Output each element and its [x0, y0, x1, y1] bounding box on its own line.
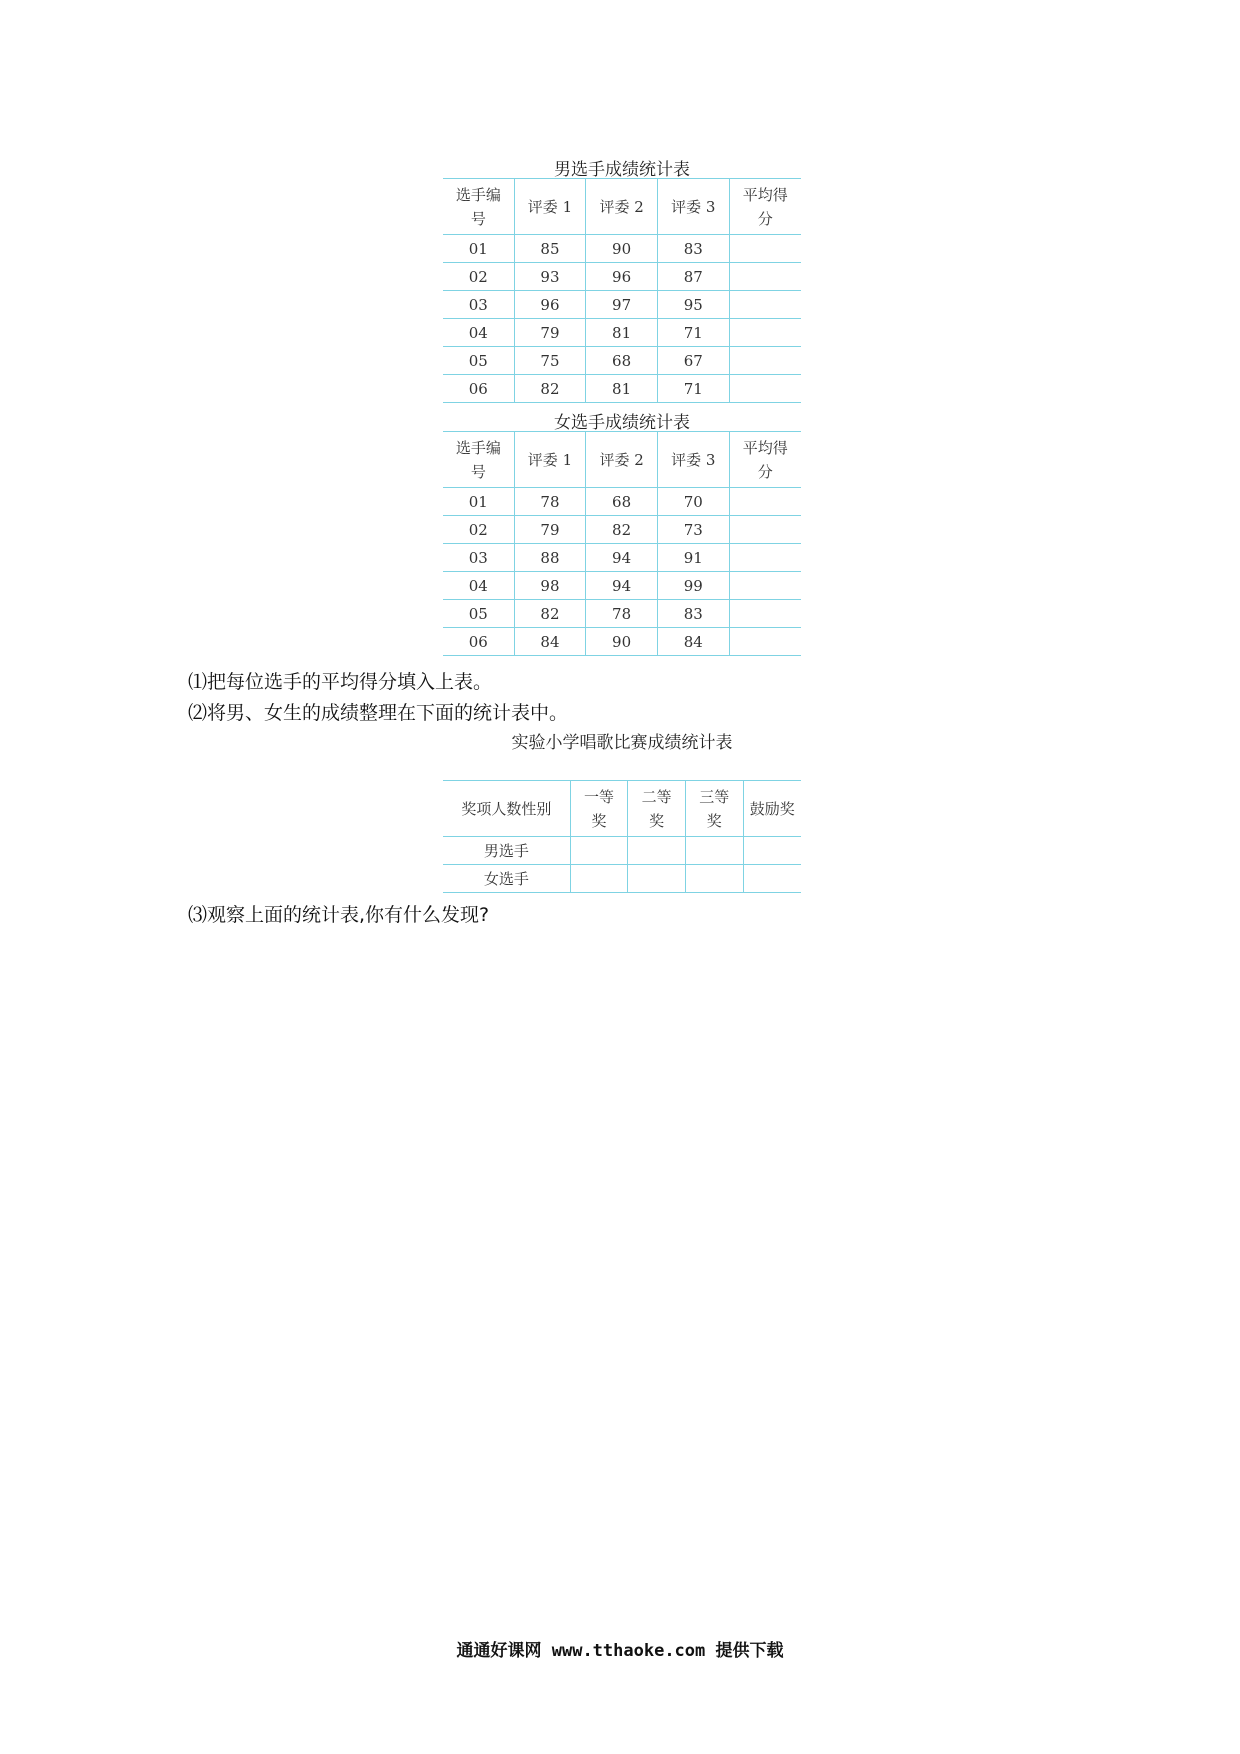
table-cell: 94	[586, 572, 658, 600]
award-statistics-table	[443, 780, 801, 893]
table-cell[interactable]	[729, 544, 801, 572]
table-row	[443, 516, 801, 544]
table-cell: 84	[514, 628, 586, 656]
table-cell[interactable]	[729, 572, 801, 600]
table-cell: 82	[514, 600, 586, 628]
table-cell: 90	[586, 235, 658, 263]
table-cell[interactable]	[743, 865, 801, 893]
award-table-title: 实验小学唱歌比赛成绩统计表	[511, 733, 733, 753]
header-cell: 评委 3	[657, 432, 729, 488]
table-cell: 94	[586, 544, 658, 572]
table-cell: 04	[443, 319, 514, 347]
table-cell: 79	[514, 516, 586, 544]
table-cell: 96	[514, 291, 586, 319]
table-cell: 81	[586, 375, 658, 403]
table-cell: 82	[514, 375, 586, 403]
table-cell: 70	[657, 488, 729, 516]
table-row	[443, 375, 801, 403]
table-cell[interactable]	[729, 516, 801, 544]
table-cell[interactable]	[729, 347, 801, 375]
table-cell: 02	[443, 516, 514, 544]
table-row	[443, 488, 801, 516]
table-cell: 03	[443, 291, 514, 319]
male-score-table	[443, 178, 801, 403]
table-row	[443, 544, 801, 572]
table-cell: 男选手	[443, 837, 570, 865]
header-row	[443, 432, 801, 488]
table-cell: 88	[514, 544, 586, 572]
table-cell[interactable]	[729, 235, 801, 263]
table-cell: 96	[586, 263, 658, 291]
table-cell: 68	[586, 347, 658, 375]
male-table-title: 男选手成绩统计表	[554, 160, 690, 180]
header-row	[443, 179, 801, 235]
table-row	[443, 235, 801, 263]
table-row	[443, 263, 801, 291]
table-row	[443, 837, 801, 865]
header-cell: 评委 1	[514, 179, 586, 235]
table-cell: 73	[657, 516, 729, 544]
header-cell: 选手编号	[443, 179, 514, 235]
question-2: ⑵将男、女生的成绩整理在下面的统计表中。	[188, 702, 569, 724]
table-cell: 68	[586, 488, 658, 516]
header-cell: 一等奖	[570, 781, 628, 837]
header-cell: 平均得分	[729, 179, 801, 235]
table-cell	[685, 865, 743, 893]
table-row	[443, 600, 801, 628]
table-row	[443, 628, 801, 656]
table-cell: 女选手	[443, 865, 570, 893]
female-score-table	[443, 431, 801, 656]
table-cell: 84	[657, 628, 729, 656]
header-cell: 二等奖	[628, 781, 686, 837]
table-cell: 78	[514, 488, 586, 516]
header-cell: 选手编号	[443, 432, 514, 488]
table-cell: 71	[657, 319, 729, 347]
header-cell: 评委 1	[514, 432, 586, 488]
table-cell[interactable]	[743, 837, 801, 865]
table-cell: 05	[443, 600, 514, 628]
table-cell[interactable]	[729, 600, 801, 628]
table-cell[interactable]	[729, 375, 801, 403]
question-1: ⑴把每位选手的平均得分填入上表。	[188, 671, 493, 693]
header-cell: 评委 3	[657, 179, 729, 235]
table-cell	[685, 837, 743, 865]
table-cell[interactable]	[729, 263, 801, 291]
table-cell	[570, 865, 628, 893]
table-cell: 02	[443, 263, 514, 291]
female-table-title: 女选手成绩统计表	[554, 413, 690, 433]
table-cell: 87	[657, 263, 729, 291]
table-cell: 04	[443, 572, 514, 600]
table-cell: 83	[657, 235, 729, 263]
table-cell: 01	[443, 488, 514, 516]
header-cell: 奖项人数性别	[443, 781, 570, 837]
table-cell: 06	[443, 628, 514, 656]
table-cell	[570, 837, 628, 865]
table-cell[interactable]	[729, 628, 801, 656]
table-cell: 90	[586, 628, 658, 656]
footer-credit: 通通好课网 www.tthaoke.com 提供下载	[456, 1641, 784, 1661]
table-cell: 06	[443, 375, 514, 403]
table-row	[443, 291, 801, 319]
table-cell: 91	[657, 544, 729, 572]
table-cell: 67	[657, 347, 729, 375]
table-cell: 85	[514, 235, 586, 263]
table-cell: 75	[514, 347, 586, 375]
table-cell: 01	[443, 235, 514, 263]
table-cell: 03	[443, 544, 514, 572]
table-cell: 81	[586, 319, 658, 347]
header-cell: 平均得分	[729, 432, 801, 488]
table-cell: 95	[657, 291, 729, 319]
table-cell[interactable]	[729, 488, 801, 516]
table-cell: 99	[657, 572, 729, 600]
table-cell	[628, 837, 686, 865]
table-cell[interactable]	[729, 291, 801, 319]
table-cell: 83	[657, 600, 729, 628]
header-cell: 鼓励奖	[743, 781, 801, 837]
header-cell: 评委 2	[586, 432, 658, 488]
table-cell[interactable]	[729, 319, 801, 347]
question-3: ⑶观察上面的统计表,你有什么发现?	[188, 904, 490, 926]
table-row	[443, 572, 801, 600]
table-cell	[628, 865, 686, 893]
table-row	[443, 865, 801, 893]
table-cell: 05	[443, 347, 514, 375]
table-cell: 71	[657, 375, 729, 403]
table-row	[443, 347, 801, 375]
header-cell: 评委 2	[586, 179, 658, 235]
table-row	[443, 319, 801, 347]
table-cell: 82	[586, 516, 658, 544]
table-cell: 98	[514, 572, 586, 600]
header-cell: 三等奖	[685, 781, 743, 837]
table-cell: 93	[514, 263, 586, 291]
table-cell: 97	[586, 291, 658, 319]
table-cell: 79	[514, 319, 586, 347]
table-cell: 78	[586, 600, 658, 628]
header-row	[443, 781, 801, 837]
